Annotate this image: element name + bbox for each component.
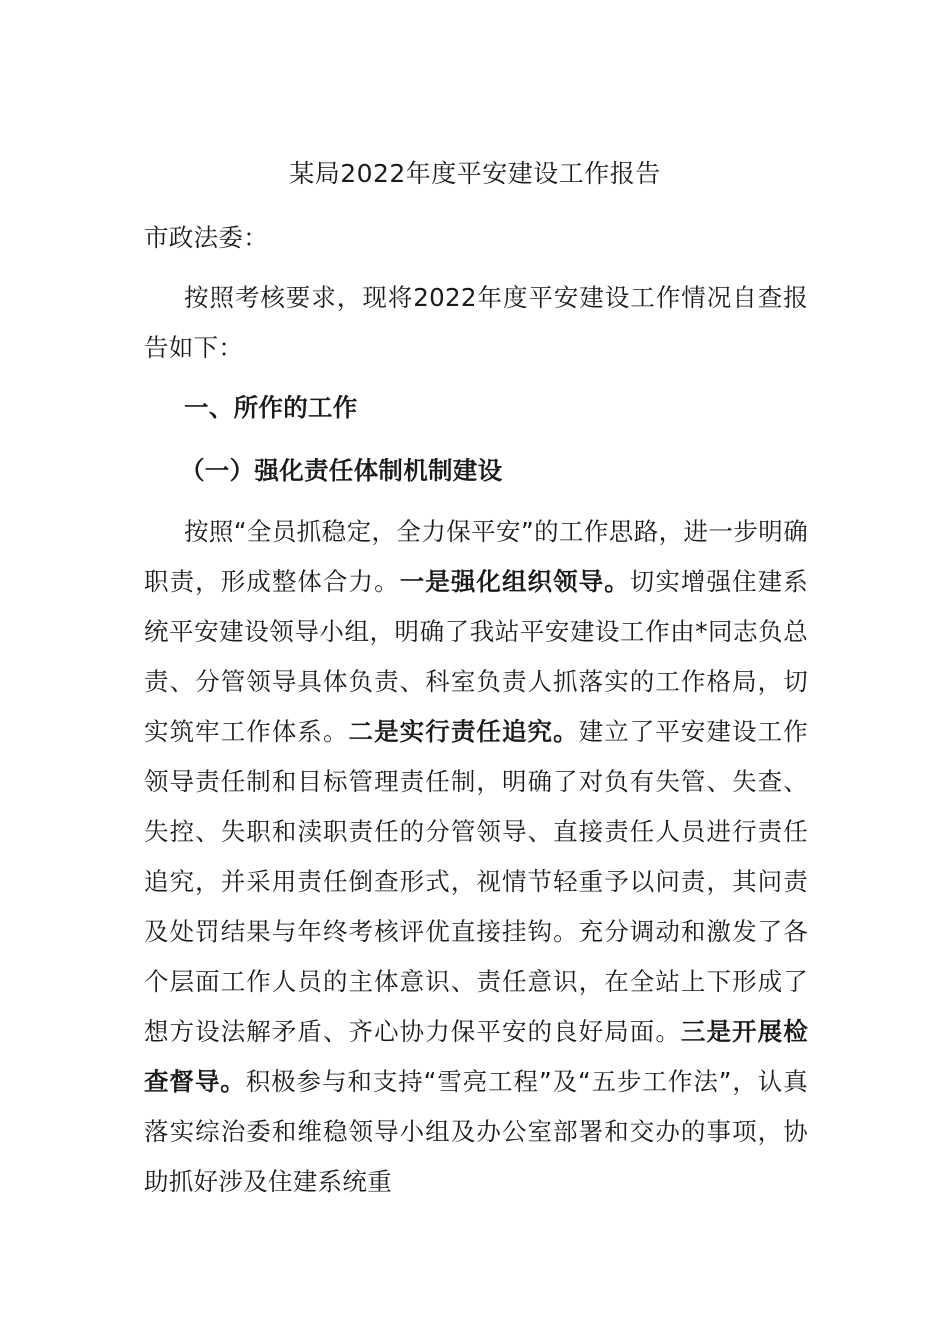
section-heading: 一、所作的工作 (184, 393, 358, 422)
body-paragraph (144, 507, 808, 1207)
salutation: 市政法委： (144, 223, 268, 252)
paragraph-text: 按照“全员抓稳定，全力保平安”的工作思路，进一步明确职责，形成整体合力。 (144, 517, 808, 596)
intro-paragraph: 按照考核要求，现将2022年度平安建设工作情况自查报告如下： (144, 283, 808, 362)
paragraph-text: 积极参与和支持“雪亮工程”及“五步工作法”，认真落实综治委和维稳领导小组及办公室部署和交办的事项，协助抓好涉及住建系统重 (144, 1067, 809, 1196)
subsection-heading: （一）强化责任体制机制建设 (180, 456, 503, 485)
document-title: 某局2022年度平安建设工作报告 (289, 159, 661, 188)
paragraph-text: 建立了平安建设工作领导责任制和目标管理责任制，明确了对负有失管、失查、失控、失职和渎职责任的分管领导、直接责任人员进行责任追究，并采用责任倒查形式，视情节轻重予以问责，其问责及处罚结果与年终考核评优直接挂钩。充分调动和激发了各个层面工作人员的主体意识、责任意识，在全站上下形成了想方设法解矛盾、齐心协力保平安的良好局面。 (144, 717, 808, 1046)
bold-point-3: 三是开展检查督导。 (144, 1017, 808, 1096)
bold-point-1: 一是强化组织领导。 (399, 567, 630, 596)
bold-point-2: 二是实行责任追究。 (348, 717, 579, 746)
paragraph-text: 切实增强住建系统平安建设领导小组，明确了我站平安建设工作由*同志负总责、分管领导具体负责、科室负责人抓落实的工作格局，切实筑牢工作体系。 (144, 567, 809, 746)
